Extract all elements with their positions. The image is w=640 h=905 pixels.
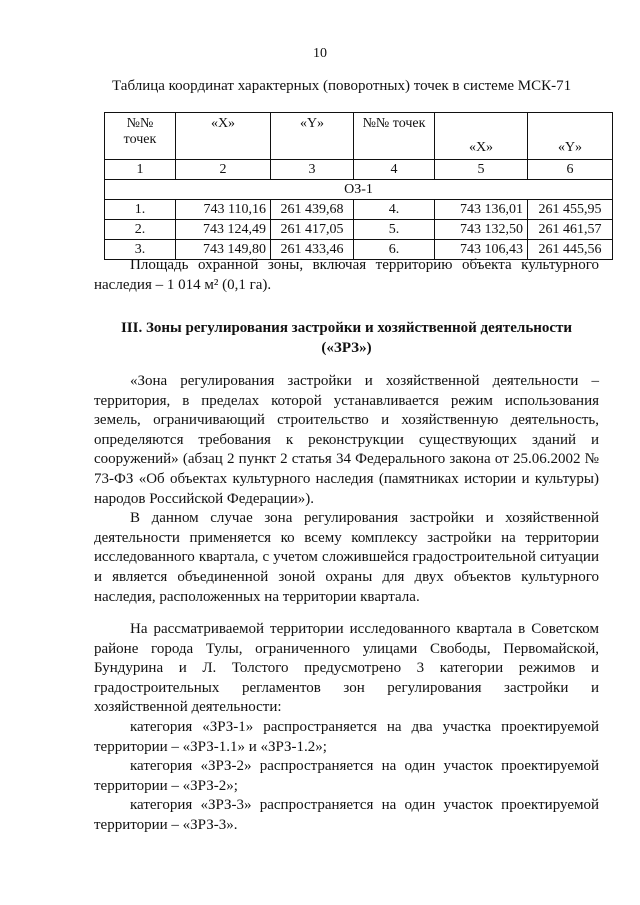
table-cell: 2.	[105, 220, 176, 240]
table-caption: Таблица координат характерных (поворотных) точек в системе МСК-71	[112, 78, 572, 94]
header-y-1: «Y»	[271, 113, 354, 160]
coordinates-table	[104, 112, 613, 260]
body-block-1	[94, 372, 599, 607]
table-cell: 743 124,49	[176, 220, 271, 240]
paragraph-category-zrz3: категория «ЗРЗ-3» распространяется на один участок проектируемой территории – «ЗРЗ-3».	[94, 797, 599, 833]
table-header-row	[105, 113, 613, 160]
paragraph-definition: «Зона регулирования застройки и хозяйственной деятельности – территория, в пределах которой устанавливается режим использования земель, ограничивающий строительство и хозяйственную деятельность, определяются требования к реконструкции существующих зданий и сооружений» (абзац 2 пункт 2 статья 34 Федерального закона от 25.06.2002 № 73-ФЗ «Об объектах культурного наследия (памятниках истории и культуры) народов Российской Федерации»).	[94, 373, 599, 507]
header-point-number-1: №№ точек	[105, 113, 176, 160]
table-cell: 6.	[354, 240, 435, 260]
table-row	[105, 200, 613, 220]
table-cell: 743 149,80	[176, 240, 271, 260]
paragraph-categories-intro: На рассматриваемой территории исследованного квартала в Советском районе города Тулы, ограниченного улицами Свободы, Первомайской, Бундурина и Л. Толстого предусмотрено 3 категории режимов и градостроительных регламентов зон регулирования застройки и хозяйственной деятельности:	[94, 621, 599, 716]
table-cell: 261 461,57	[528, 220, 613, 240]
table-cell: 261 439,68	[271, 200, 354, 220]
column-number: 3	[271, 160, 354, 180]
column-number: 6	[528, 160, 613, 180]
column-number: 1	[105, 160, 176, 180]
zone-row	[105, 180, 613, 200]
page-number: 10	[313, 46, 327, 61]
header-x-1: «X»	[176, 113, 271, 160]
table-cell: 4.	[354, 200, 435, 220]
table-cell: 261 445,56	[528, 240, 613, 260]
table-cell: 261 455,95	[528, 200, 613, 220]
paragraph-category-zrz1: категория «ЗРЗ-1» распространяется на два участка проектируемой территории – «ЗРЗ-1.1» и «ЗРЗ-1.2»;	[94, 718, 599, 755]
table-cell: 261 417,05	[271, 220, 354, 240]
area-paragraph: Площадь охранной зоны, включая территорию объекта культурного наследия – 1 014 м² (0,1 га).	[94, 257, 599, 293]
header-point-number-2: №№ точек	[354, 113, 435, 160]
table-row	[105, 220, 613, 240]
table-cell: 743 106,43	[435, 240, 528, 260]
table-cell: 261 433,46	[271, 240, 354, 260]
area-block	[94, 256, 599, 295]
table-cell: 3.	[105, 240, 176, 260]
column-number: 4	[354, 160, 435, 180]
section-heading	[94, 318, 599, 358]
table-cell: 5.	[354, 220, 435, 240]
column-number: 2	[176, 160, 271, 180]
column-number-row	[105, 160, 613, 180]
header-x-2: «X»	[435, 113, 528, 160]
section-heading-line2: («ЗРЗ»)	[321, 340, 372, 356]
paragraph-category-zrz2: категория «ЗРЗ-2» распространяется на один участок проектируемой территории – «ЗРЗ-2»;	[94, 758, 599, 794]
body-block-2	[94, 620, 599, 836]
table-cell: 1.	[105, 200, 176, 220]
column-number: 5	[435, 160, 528, 180]
header-y-2: «Y»	[528, 113, 613, 160]
table-cell: 743 110,16	[176, 200, 271, 220]
table-cell: 743 136,01	[435, 200, 528, 220]
paragraph-application: В данном случае зона регулирования застройки и хозяйственной деятельности применяется ко всему комплексу застройки на территории исследованного квартала, с учетом сложившейся градостроительной ситуации и является объединенной зоной охраны для двух объектов культурного наследия, расположенных на территории квартала.	[94, 510, 599, 605]
section-heading-line1: III. Зоны регулирования застройки и хозяйственной деятельности	[120, 320, 573, 336]
table-cell: 743 132,50	[435, 220, 528, 240]
zone-label: ОЗ-1	[105, 180, 613, 200]
